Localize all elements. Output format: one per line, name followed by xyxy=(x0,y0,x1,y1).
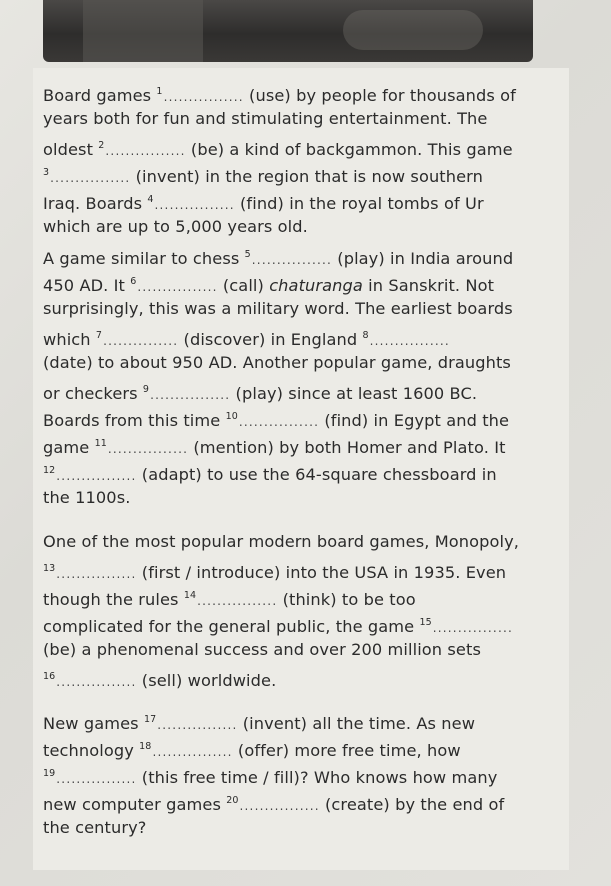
text-segment: (find) in Egypt and the xyxy=(319,411,510,430)
text-segment: complicated for the general public, the game xyxy=(43,617,420,636)
question-number: 11 xyxy=(94,438,107,449)
text-line xyxy=(43,814,569,841)
paragraph-4 xyxy=(43,706,569,841)
answer-blank: ................ xyxy=(56,469,137,483)
answer-blank: ................ xyxy=(238,415,320,429)
text-line xyxy=(43,241,569,268)
question-number: 8 xyxy=(362,330,369,341)
text-segment: (sell) worldwide. xyxy=(136,671,277,690)
answer-blank: ................ xyxy=(56,772,137,786)
text-line xyxy=(43,663,569,690)
text-segment: One of the most popular modern board games, Monopoly, xyxy=(43,532,520,551)
answer-blank: ................ xyxy=(239,799,320,813)
text-segment: which xyxy=(43,330,96,349)
text-segment: the 1100s. xyxy=(43,488,131,507)
answer-blank: ................ xyxy=(56,567,137,581)
text-line xyxy=(43,457,569,484)
text-segment: (call) xyxy=(217,276,270,295)
question-number: 6 xyxy=(130,276,137,287)
text-line xyxy=(43,760,569,787)
text-segment: though the rules xyxy=(43,590,184,609)
answer-blank: ................ xyxy=(152,745,233,759)
text-line xyxy=(43,268,569,295)
answer-blank: ................ xyxy=(369,334,450,348)
answer-blank: ................ xyxy=(251,253,333,267)
text-line xyxy=(43,403,569,430)
text-line xyxy=(43,528,569,555)
text-segment: game xyxy=(43,438,95,457)
question-number: 18 xyxy=(139,741,152,752)
text-line xyxy=(43,132,569,159)
question-number: 4 xyxy=(147,194,154,205)
text-segment: (this free time / fill)? Who knows how many xyxy=(136,768,498,787)
answer-blank: ................ xyxy=(154,198,235,212)
text-line xyxy=(43,484,569,511)
text-segment: (offer) more free time, how xyxy=(232,741,461,760)
answer-blank: ................ xyxy=(432,621,513,635)
text-segment: or checkers xyxy=(43,384,143,403)
text-segment: Boards from this time xyxy=(43,411,226,430)
header-photo xyxy=(43,0,533,62)
text-segment: which are up to 5,000 years old. xyxy=(43,217,308,236)
text-line xyxy=(43,213,569,240)
text-segment: new computer games xyxy=(43,795,227,814)
exercise-panel xyxy=(33,68,569,870)
text-segment: (invent) in the region that is now southern xyxy=(130,167,484,186)
answer-blank: ................ xyxy=(137,280,218,294)
question-number: 19 xyxy=(43,768,56,779)
question-number: 9 xyxy=(142,384,150,395)
paragraph-3 xyxy=(43,528,569,690)
text-line xyxy=(43,555,569,582)
text-segment: technology xyxy=(43,741,140,760)
question-number: 16 xyxy=(43,671,56,682)
question-number: 17 xyxy=(143,714,157,725)
text-segment: (be) a phenomenal success and over 200 million sets xyxy=(43,640,481,659)
text-segment: (play) since at least 1600 BC. xyxy=(230,384,478,403)
text-line xyxy=(43,787,569,814)
answer-blank: ................ xyxy=(150,388,231,402)
answer-blank: ................ xyxy=(105,144,186,158)
text-segment: years both for fun and stimulating entertainment. The xyxy=(43,109,488,128)
question-number: 7 xyxy=(95,330,103,341)
answer-blank: ................ xyxy=(163,90,244,104)
text-segment: (use) by people for thousands of xyxy=(243,86,516,105)
text-line xyxy=(43,376,569,403)
text-line xyxy=(43,733,569,760)
answer-blank: ................ xyxy=(50,171,131,185)
text-segment: (date) to about 950 AD. Another popular game, draughts xyxy=(43,353,511,372)
answer-blank: ................ xyxy=(157,718,238,732)
paragraph-2 xyxy=(43,241,569,511)
text-line xyxy=(43,295,569,322)
question-number: 14 xyxy=(183,590,197,601)
question-number: 2 xyxy=(98,140,105,151)
text-line xyxy=(43,78,569,105)
text-segment: (discover) in England xyxy=(178,330,363,349)
text-segment: (find) in the royal tombs of Ur xyxy=(234,194,484,213)
question-number: 3 xyxy=(43,167,50,178)
text-segment: (be) a kind of backgammon. This game xyxy=(185,140,513,159)
text-line xyxy=(43,322,569,349)
text-line xyxy=(43,105,569,132)
text-line xyxy=(43,349,569,376)
text-segment: (first / introduce) into the USA in 1935. Even xyxy=(136,563,507,582)
text-segment: New games xyxy=(43,714,144,733)
text-segment: A game similar to chess xyxy=(43,249,245,268)
text-segment: (play) in India around xyxy=(332,249,514,268)
italic-term: chaturanga xyxy=(269,276,363,295)
text-segment: surprisingly, this was a military word. The earliest boards xyxy=(43,299,513,318)
question-number: 5 xyxy=(244,249,251,260)
text-line xyxy=(43,706,569,733)
text-segment: (adapt) to use the 64-square chessboard in xyxy=(136,465,497,484)
text-segment: (think) to be too xyxy=(277,590,416,609)
paragraph-1 xyxy=(43,78,569,240)
text-line xyxy=(43,609,569,636)
answer-blank: ................ xyxy=(197,594,278,608)
text-segment: (invent) all the time. As new xyxy=(237,714,476,733)
question-number: 12 xyxy=(43,465,56,476)
text-segment: Iraq. Boards xyxy=(43,194,148,213)
text-line xyxy=(43,636,569,663)
text-line xyxy=(43,582,569,609)
text-line xyxy=(43,430,569,457)
text-segment: 450 AD. It xyxy=(43,276,131,295)
text-line xyxy=(43,186,569,213)
question-number: 10 xyxy=(225,411,238,422)
text-segment: the century? xyxy=(43,818,147,837)
text-segment: oldest xyxy=(43,140,99,159)
question-number: 15 xyxy=(419,617,432,628)
answer-blank: ............... xyxy=(103,334,179,348)
question-number: 20 xyxy=(226,795,239,806)
text-segment: (mention) by both Homer and Plato. It xyxy=(188,438,506,457)
text-segment: (create) by the end of xyxy=(319,795,505,814)
text-segment: in Sanskrit. Not xyxy=(362,276,495,295)
answer-blank: ................ xyxy=(56,675,137,689)
question-number: 13 xyxy=(43,563,56,574)
question-number: 1 xyxy=(156,86,163,97)
text-line xyxy=(43,159,569,186)
text-segment: Board games xyxy=(43,86,157,105)
answer-blank: ................ xyxy=(107,442,189,456)
